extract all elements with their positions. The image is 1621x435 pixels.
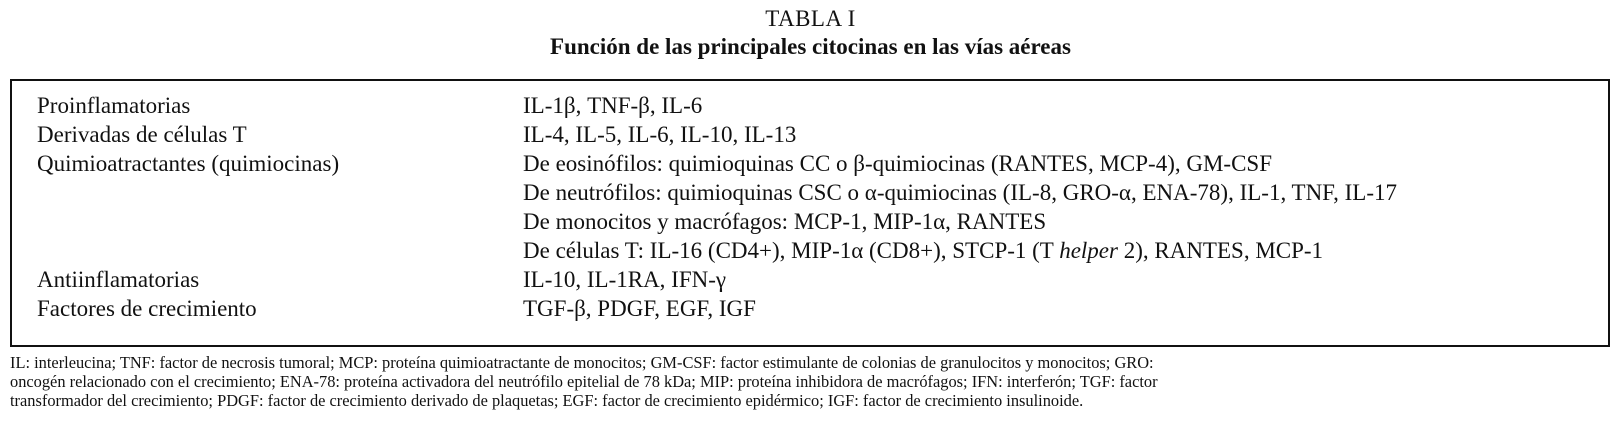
row-category: Factores de crecimiento	[37, 296, 257, 321]
table-row	[12, 236, 1608, 266]
table-row	[12, 149, 1608, 179]
table-row	[12, 294, 1608, 324]
footnote-line: transformador del crecimiento; PDGF: factor de crecimiento derivado de plaquetas; EGF: factor de crecimiento epidérmico; IGF: factor de crecimiento insulinoide.	[10, 391, 1084, 410]
footnote-line: oncogén relacionado con el crecimiento; ENA-78: proteína activadora del neutrófilo epitelial de 78 kDa; MIP: proteína inhibidora de macrófagos; IFN: interferón; TGF: factor	[10, 372, 1158, 391]
row-category: Antiinflamatorias	[37, 267, 200, 292]
row-value: IL-1β, TNF-β, IL-6	[523, 93, 703, 118]
table-row	[12, 265, 1608, 295]
row-value-text: De células T: IL-16 (CD4+), MIP-1α (CD8+), STCP-1 (T	[523, 238, 1060, 263]
footnote-line: IL: interleucina; TNF: factor de necrosis tumoral; MCP: proteína quimioatractante de monocitos; GM-CSF: factor estimulante de colonias de granulocitos y monocitos; GRO:	[10, 353, 1154, 372]
table-row	[12, 178, 1608, 208]
row-category: Derivadas de células T	[37, 122, 247, 147]
cytokine-table	[10, 79, 1610, 347]
table-footnote	[10, 353, 1615, 410]
row-category: Proinflamatorias	[37, 93, 191, 118]
table-label: TABLA I	[765, 6, 856, 31]
row-value: TGF-β, PDGF, EGF, IGF	[523, 296, 756, 321]
row-value-text: 2), RANTES, MCP-1	[1117, 238, 1324, 263]
row-value: IL-10, IL-1RA, IFN-γ	[523, 267, 727, 292]
row-category: Quimioatractantes (quimiocinas)	[37, 151, 340, 176]
table-row	[12, 207, 1608, 237]
table-row	[12, 91, 1608, 121]
table-row	[12, 120, 1608, 150]
table-title: Función de las principales citocinas en las vías aéreas	[550, 34, 1071, 59]
row-value-italic: helper	[1059, 238, 1118, 263]
row-value: De eosinófilos: quimioquinas CC o β-quimiocinas (RANTES, MCP-4), GM-CSF	[523, 151, 1272, 176]
row-value	[523, 236, 1323, 266]
row-value: De neutrófilos: quimioquinas CSC o α-quimiocinas (IL-8, GRO-α, ENA-78), IL-1, TNF, IL-17	[523, 180, 1397, 205]
row-value: IL-4, IL-5, IL-6, IL-10, IL-13	[523, 122, 797, 147]
row-value: De monocitos y macrófagos: MCP-1, MIP-1α, RANTES	[523, 209, 1047, 234]
